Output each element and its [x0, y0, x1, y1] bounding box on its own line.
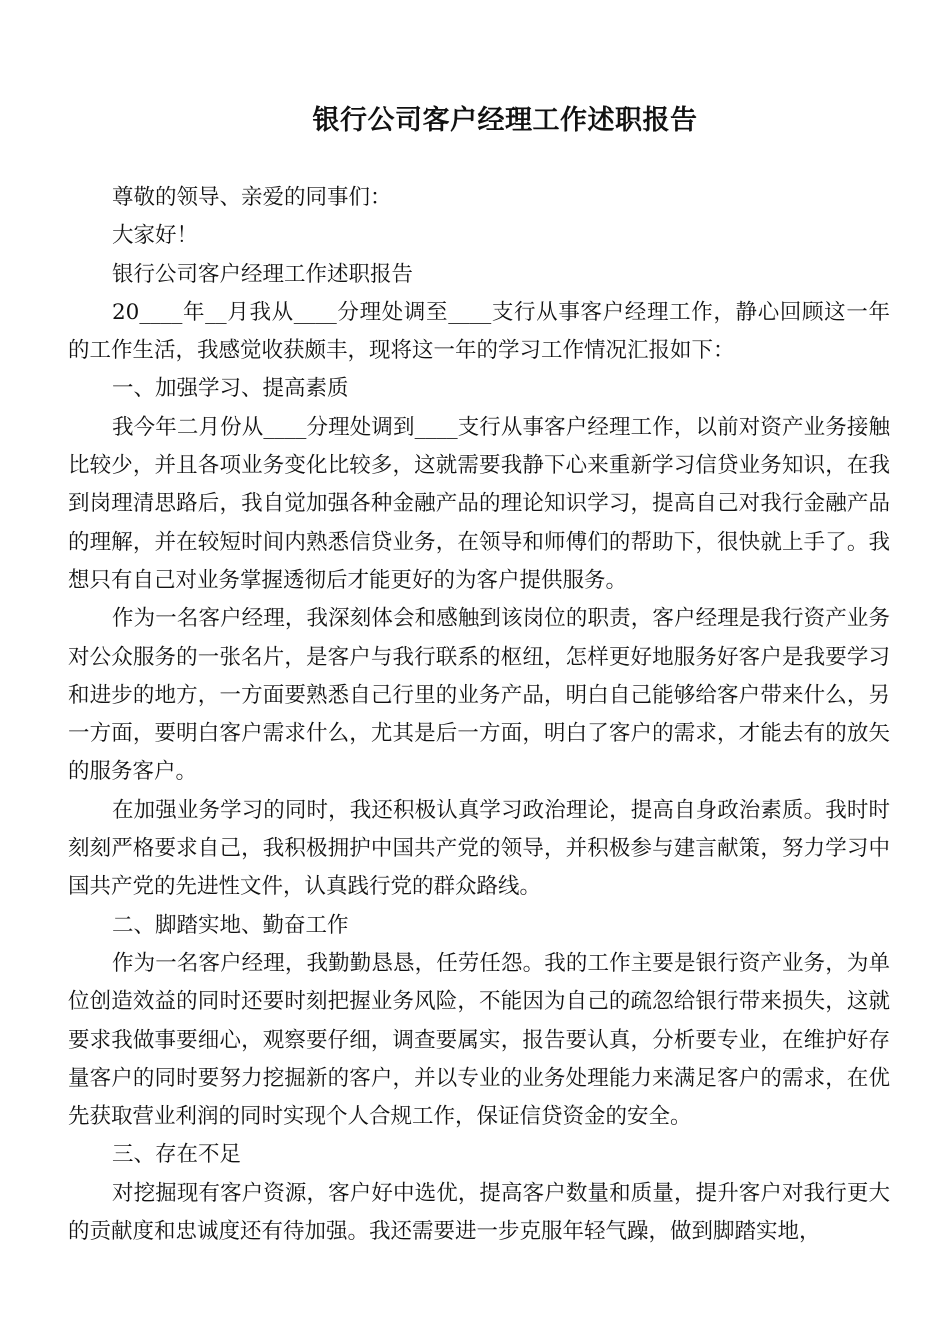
document-title: 银行公司客户经理工作述职报告: [312, 105, 698, 136]
report-subject-line: 银行公司客户经理工作述职报告: [112, 261, 414, 287]
greeting: 大家好！: [112, 223, 199, 249]
section-heading-2: 二、脚踏实地、勤奋工作: [112, 912, 349, 938]
body-paragraph: 我今年二月份从____分理处调到____支行从事客户经理工作，以前对资产业务接触比较少，并且各项业务变化比较多，这就需要我静下心来重新学习信贷业务知识，在我到岗理清思路后，我自觉加强各种金融产品的理论知识学习，提高自己对我行金融产品的理解，并在较短时间内熟悉信贷业务，在领导和师傅们的帮助下，很快就上手了。我想只有自己对业务掌握透彻后才能更好的为客户提供服务。: [68, 414, 890, 593]
section-heading-3: 三、存在不足: [112, 1142, 242, 1168]
intro-paragraph: 20____年__月我从____分理处调至____支行从事客户经理工作，静心回顾这一年的工作生活，我感觉收获颇丰，现将这一年的学习工作情况汇报如下：: [68, 299, 890, 364]
salutation: 尊敬的领导、亲爱的同事们：: [112, 185, 392, 210]
body-paragraph: 在加强业务学习的同时，我还积极认真学习政治理论，提高自身政治素质。我时时刻刻严格要求自己，我积极拥护中国共产党的领导，并积极参与建言献策，努力学习中国共产党的先进性文件，认真践行党的群众路线。: [68, 797, 890, 900]
body-paragraph: 作为一名客户经理，我勤勤恳恳，任劳任怨。我的工作主要是银行资产业务，为单位创造效益的同时还要时刻把握业务风险，不能因为自己的疏忽给银行带来损失，这就要求我做事要细心，观察要仔细，调查要属实，报告要认真，分析要专业，在维护好存量客户的同时要努力挖掘新的客户，并以专业的业务处理能力来满足客户的需求，在优先获取营业利润的同时实现个人合规工作，保证信贷资金的安全。: [68, 950, 890, 1130]
document-body: [68, 179, 890, 1251]
body-paragraph: 作为一名客户经理，我深刻体会和感触到该岗位的职责，客户经理是我行资产业务对公众服务的一张名片，是客户与我行联系的枢纽，怎样更好地服务好客户是我要学习和进步的地方，一方面要熟悉自己行里的业务产品，明白自己能够给客户带来什么，另一方面，要明白客户需求什么，尤其是后一方面，明白了客户的需求，才能去有的放矢的服务客户。: [68, 606, 890, 785]
body-paragraph: 对挖掘现有客户资源，客户好中选优，提高客户数量和质量，提升客户对我行更大的贡献度和忠诚度还有待加强。我还需要进一步克服年轻气躁，做到脚踏实地，: [68, 1180, 890, 1245]
section-heading-1: 一、加强学习、提高素质: [112, 376, 349, 402]
